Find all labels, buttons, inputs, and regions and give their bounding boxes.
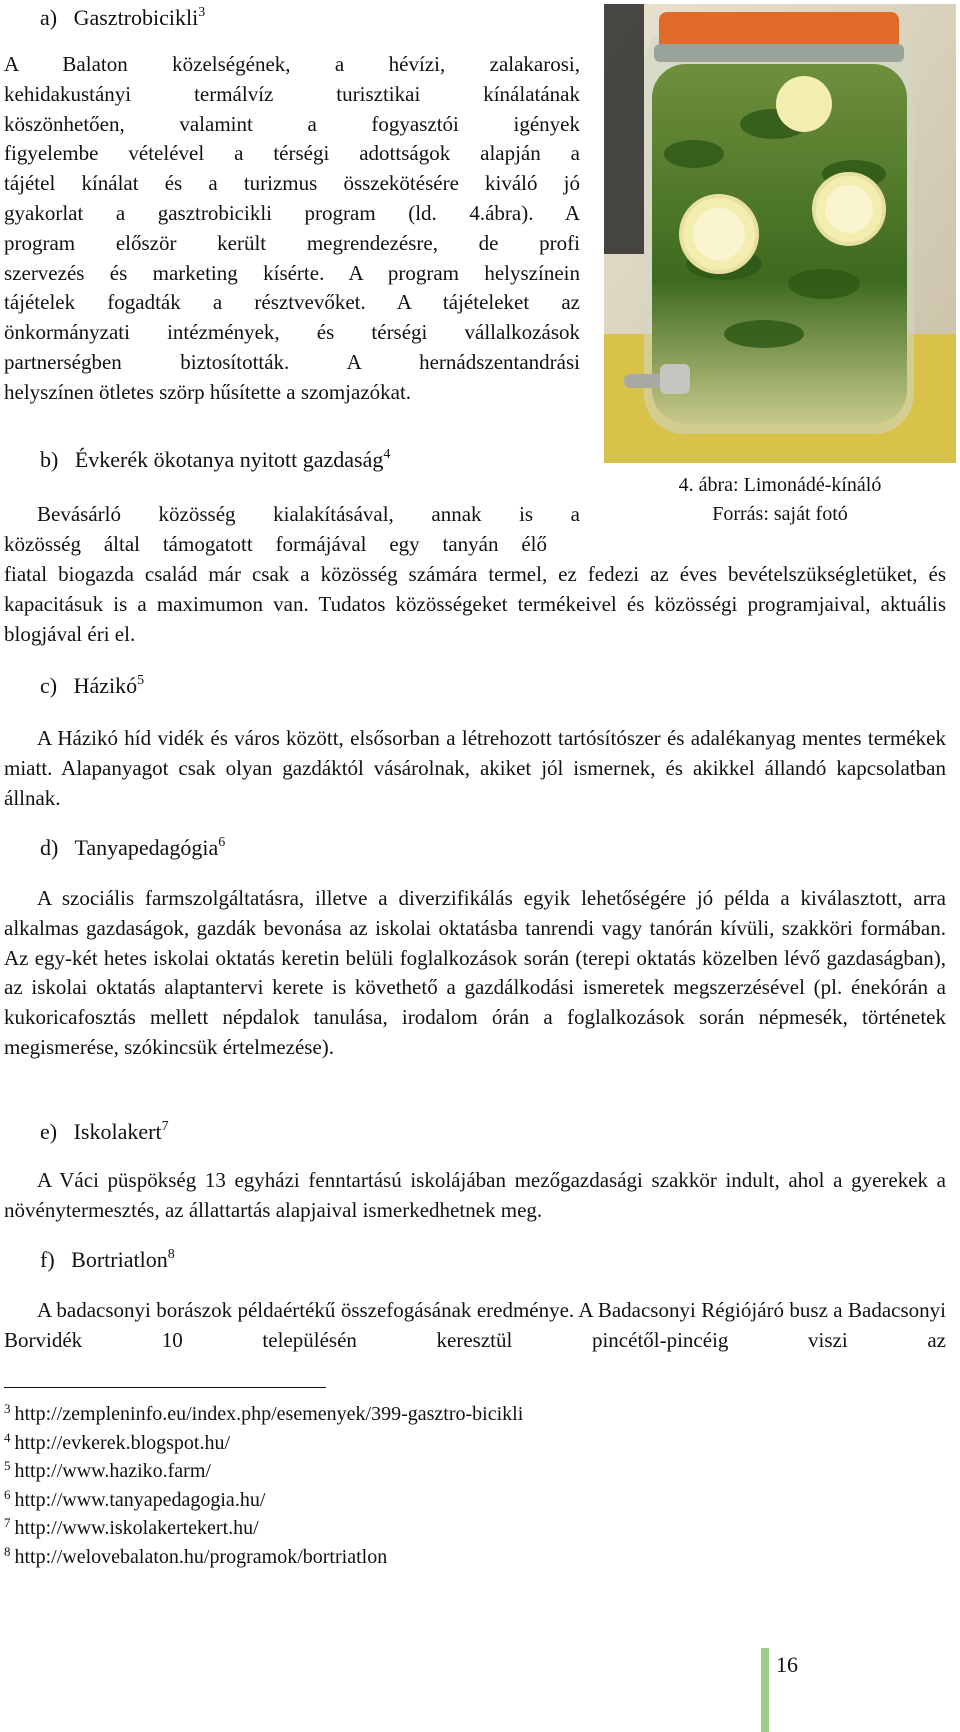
section-marker: d) (40, 835, 59, 860)
section-marker: f) (40, 1247, 55, 1272)
section-heading-iskolakert (40, 1118, 169, 1146)
paragraph-iskolakert: A Váci püspökség 13 egyházi fenntartású iskolájában mezőgazdasági szakkör indult, ahol a gyerekek a növénytermesztés, az állattartás alapjaival ismerkedhetnek meg. (4, 1168, 946, 1222)
footnotes (4, 1400, 523, 1572)
footnote-number: 6 (4, 1486, 11, 1502)
text-line: tájételek fogadták a résztvevőket. A tájételeket az (4, 290, 580, 315)
footnote-ref: 3 (198, 5, 206, 20)
paragraph-gasztrobicikli (4, 50, 580, 408)
section-title: Tanyapedagógia (74, 835, 219, 860)
text-line: tájétel kínálat és a turizmus összekötésére kiváló jó (4, 171, 580, 196)
paragraph-evkerek: fiatal biogazda család már csak a közösség számára termel, ez fedezi az éves bevételszükségletüket, és kapacitásuk is a maximumon van. Tudatos közösségeket termékeivel és közösségi programjaival, aktuális blogjával éri el. (4, 562, 946, 646)
footnote-ref: 6 (218, 835, 226, 850)
footnote-link[interactable]: http://www.haziko.farm/ (14, 1460, 211, 1483)
section-heading-tanyapedagogia (40, 834, 225, 862)
section-title: Gasztrobicikli (73, 5, 199, 30)
text-line: kehidakustányi termálvíz turisztikai kínálatának (4, 81, 580, 106)
footnote-link[interactable]: http://www.iskolakertekert.hu/ (14, 1517, 259, 1540)
text-line: önkormányzati intézmények, és térségi vállalkozások (4, 320, 580, 345)
footnote-number: 8 (4, 1543, 11, 1559)
text-line: helyszínen ötletes szörp hűsítette a szomjazókat. (4, 379, 412, 404)
section-marker: a) (40, 5, 58, 30)
section-title: Évkerék ökotanya nyitott gazdaság (74, 447, 384, 472)
footnote-link[interactable]: http://welovebalaton.hu/programok/bortriatlon (14, 1545, 388, 1568)
footnote-ref: 7 (161, 1119, 169, 1134)
text-line: gyakorlat a gasztrobicikli program (ld. 4.ábra). A (4, 200, 580, 225)
footnote-number: 4 (4, 1429, 11, 1445)
page-number: 16 (776, 1652, 798, 1677)
footnote-number: 3 (4, 1401, 11, 1416)
figure-caption: 4. ábra: Limonádé-kínáló (678, 474, 882, 496)
text-line: A Balaton közelségének, a hévízi, zalakarosi, (4, 52, 580, 76)
footnote-item (4, 1543, 523, 1572)
footnote-ref: 8 (167, 1247, 175, 1262)
footnote-item (4, 1486, 523, 1515)
footnote-number: 5 (4, 1458, 11, 1474)
section-title: Bortriatlon (71, 1247, 168, 1272)
paragraph-bortriatlon: A badacsonyi borászok példaértékű összefogásának eredménye. A Badacsonyi Régiójáró busz a Badacsonyi Borvidék 10 településén keresztül pincétől-pincéig viszi az (4, 1298, 946, 1352)
text-line: szervezés és marketing kísérte. A program helyszínein (4, 260, 580, 285)
footnote-ref: 4 (383, 447, 391, 462)
paragraph-tanyapedagogia: A szociális farmszolgáltatásra, illetve a diverzifikálás egyik lehetőségére jó példa a kiválasztott, arra alkalmas gazdaságok, gazdák bevonása az iskolai oktatásba tanrendi vagy tanórán kívüli, szakköri formában. Az egy-két hetes iskolai oktatás keretin belüli foglalkozások során (terepi oktatás közelben lévő gazdaságban), az iskolai oktatás alaptantervi kerete is követhető a gazdálkodási ismeretek megszerzésével (pl. énekórán a kukoricafosztás mellett népdalok tanulása, irodalom órán a foglalkozások során népmesék, történetek megismerése, szókincsük értelmezése). (4, 886, 946, 1059)
footnote-item (4, 1400, 523, 1429)
footnote-link[interactable]: http://www.tanyapedagogia.hu/ (14, 1488, 266, 1511)
paragraph-evkerek-narrow (4, 500, 580, 560)
section-heading-haziko (40, 672, 144, 700)
footnote-item (4, 1457, 523, 1486)
footnote-link[interactable]: http://zempleninfo.eu/index.php/esemenyek/399-gasztro-bicikli (14, 1403, 524, 1425)
footnote-number: 7 (4, 1515, 11, 1531)
footnote-item (4, 1429, 523, 1458)
section-title: Iskolakert (73, 1119, 162, 1144)
text-line: partnerségben biztosították. A hernádszentandrási (4, 349, 580, 374)
footnote-link[interactable]: http://evkerek.blogspot.hu/ (14, 1431, 231, 1454)
section-marker: c) (40, 673, 58, 698)
text-line: program először került megrendezésre, de profi (4, 230, 580, 255)
text-line: Bevásárló közösség kialakításával, annak is a (37, 502, 580, 526)
page-marker-bar (761, 1648, 769, 1732)
paragraph-haziko: A Házikó híd vidék és város között, elsősorban a létrehozott tartósítószer és adalékanyag mentes termékek miatt. Alapanyagot csak olyan gazdáktól vásárolnak, akiket jól ismernek, és akikkel állandó kapcsolatban állnak. (4, 726, 946, 810)
section-marker: b) (40, 447, 59, 472)
limonade-photo (604, 4, 956, 463)
text-line: köszönhetően, valamint a fogyasztói igények (4, 111, 580, 136)
text-line: közösség által támogatott formájával egy tanyán élő (4, 531, 547, 556)
figure-source: Forrás: saját fotó (712, 503, 848, 525)
footnote-ref: 5 (137, 673, 145, 688)
text-line: figyelembe vételével a térségi adottságok alapján a (4, 141, 580, 166)
footnote-item (4, 1514, 523, 1543)
section-title: Házikó (73, 673, 138, 698)
footnote-separator (4, 1387, 326, 1388)
section-heading-evkerek (40, 446, 390, 474)
section-heading-bortriatlon (40, 1246, 175, 1274)
section-marker: e) (40, 1119, 58, 1144)
section-heading-gasztrobicikli (40, 4, 205, 32)
